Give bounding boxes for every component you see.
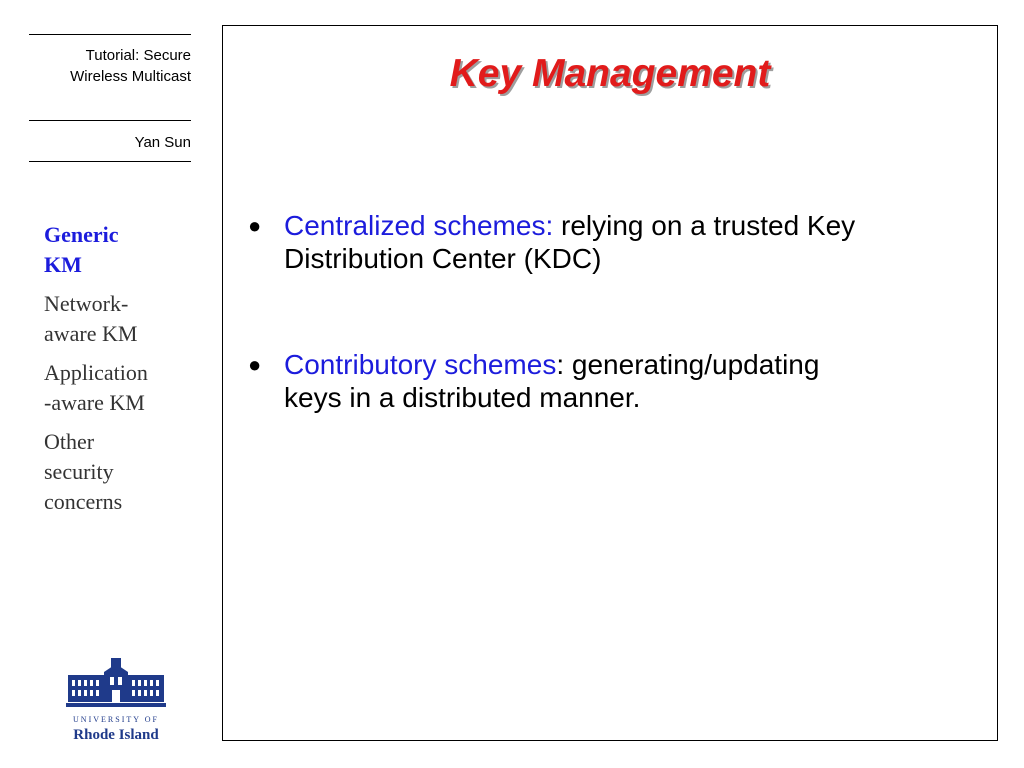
bullet-text: keys in a distributed manner.: [284, 382, 641, 413]
nav-label: Network-: [44, 291, 129, 316]
nav-label: Generic: [44, 222, 119, 247]
bullet-term: Centralized schemes:: [284, 210, 554, 241]
nav-label: Application: [44, 360, 148, 385]
university-logo: [66, 655, 166, 745]
bullet-dot-icon: ●: [248, 213, 262, 238]
logo-text-rhode-island: Rhode Island: [73, 727, 159, 743]
nav-label: -aware KM: [44, 390, 145, 415]
section-nav: [44, 220, 194, 526]
author-name: Yan Sun: [134, 134, 191, 151]
tutorial-title-line2: Wireless Multicast: [70, 68, 191, 85]
top-divider: [29, 34, 191, 35]
middle-divider: [29, 120, 191, 121]
nav-label: security: [44, 459, 114, 484]
nav-item-network-aware-km[interactable]: [44, 289, 194, 349]
logo-text-university: UNIVERSITY OF: [73, 715, 159, 724]
nav-item-generic-km[interactable]: [44, 220, 194, 280]
bullet-dot-icon: ●: [248, 352, 262, 377]
tutorial-title: [29, 45, 191, 87]
bottom-divider: [29, 161, 191, 162]
bullet-body: [284, 209, 855, 275]
bullet-list: [248, 209, 968, 487]
nav-label: KM: [44, 252, 82, 277]
bullet-item: [248, 209, 968, 275]
nav-label: aware KM: [44, 321, 138, 346]
tutorial-title-line1: Tutorial: Secure: [85, 47, 191, 64]
bullet-body: [284, 348, 819, 414]
bullet-text: relying on a trusted Key: [553, 210, 856, 241]
bullet-term: Contributory schemes: [284, 349, 557, 380]
nav-label: concerns: [44, 489, 123, 514]
nav-item-application-aware-km[interactable]: [44, 358, 194, 418]
bullet-text: : generating/updating: [556, 349, 820, 380]
bullet-item: [248, 348, 968, 414]
slide-title: Key Management: [449, 52, 771, 95]
bullet-text: Distribution Center (KDC): [284, 243, 602, 274]
nav-item-other-security-concerns[interactable]: [44, 427, 194, 517]
nav-label: Other: [44, 429, 95, 454]
